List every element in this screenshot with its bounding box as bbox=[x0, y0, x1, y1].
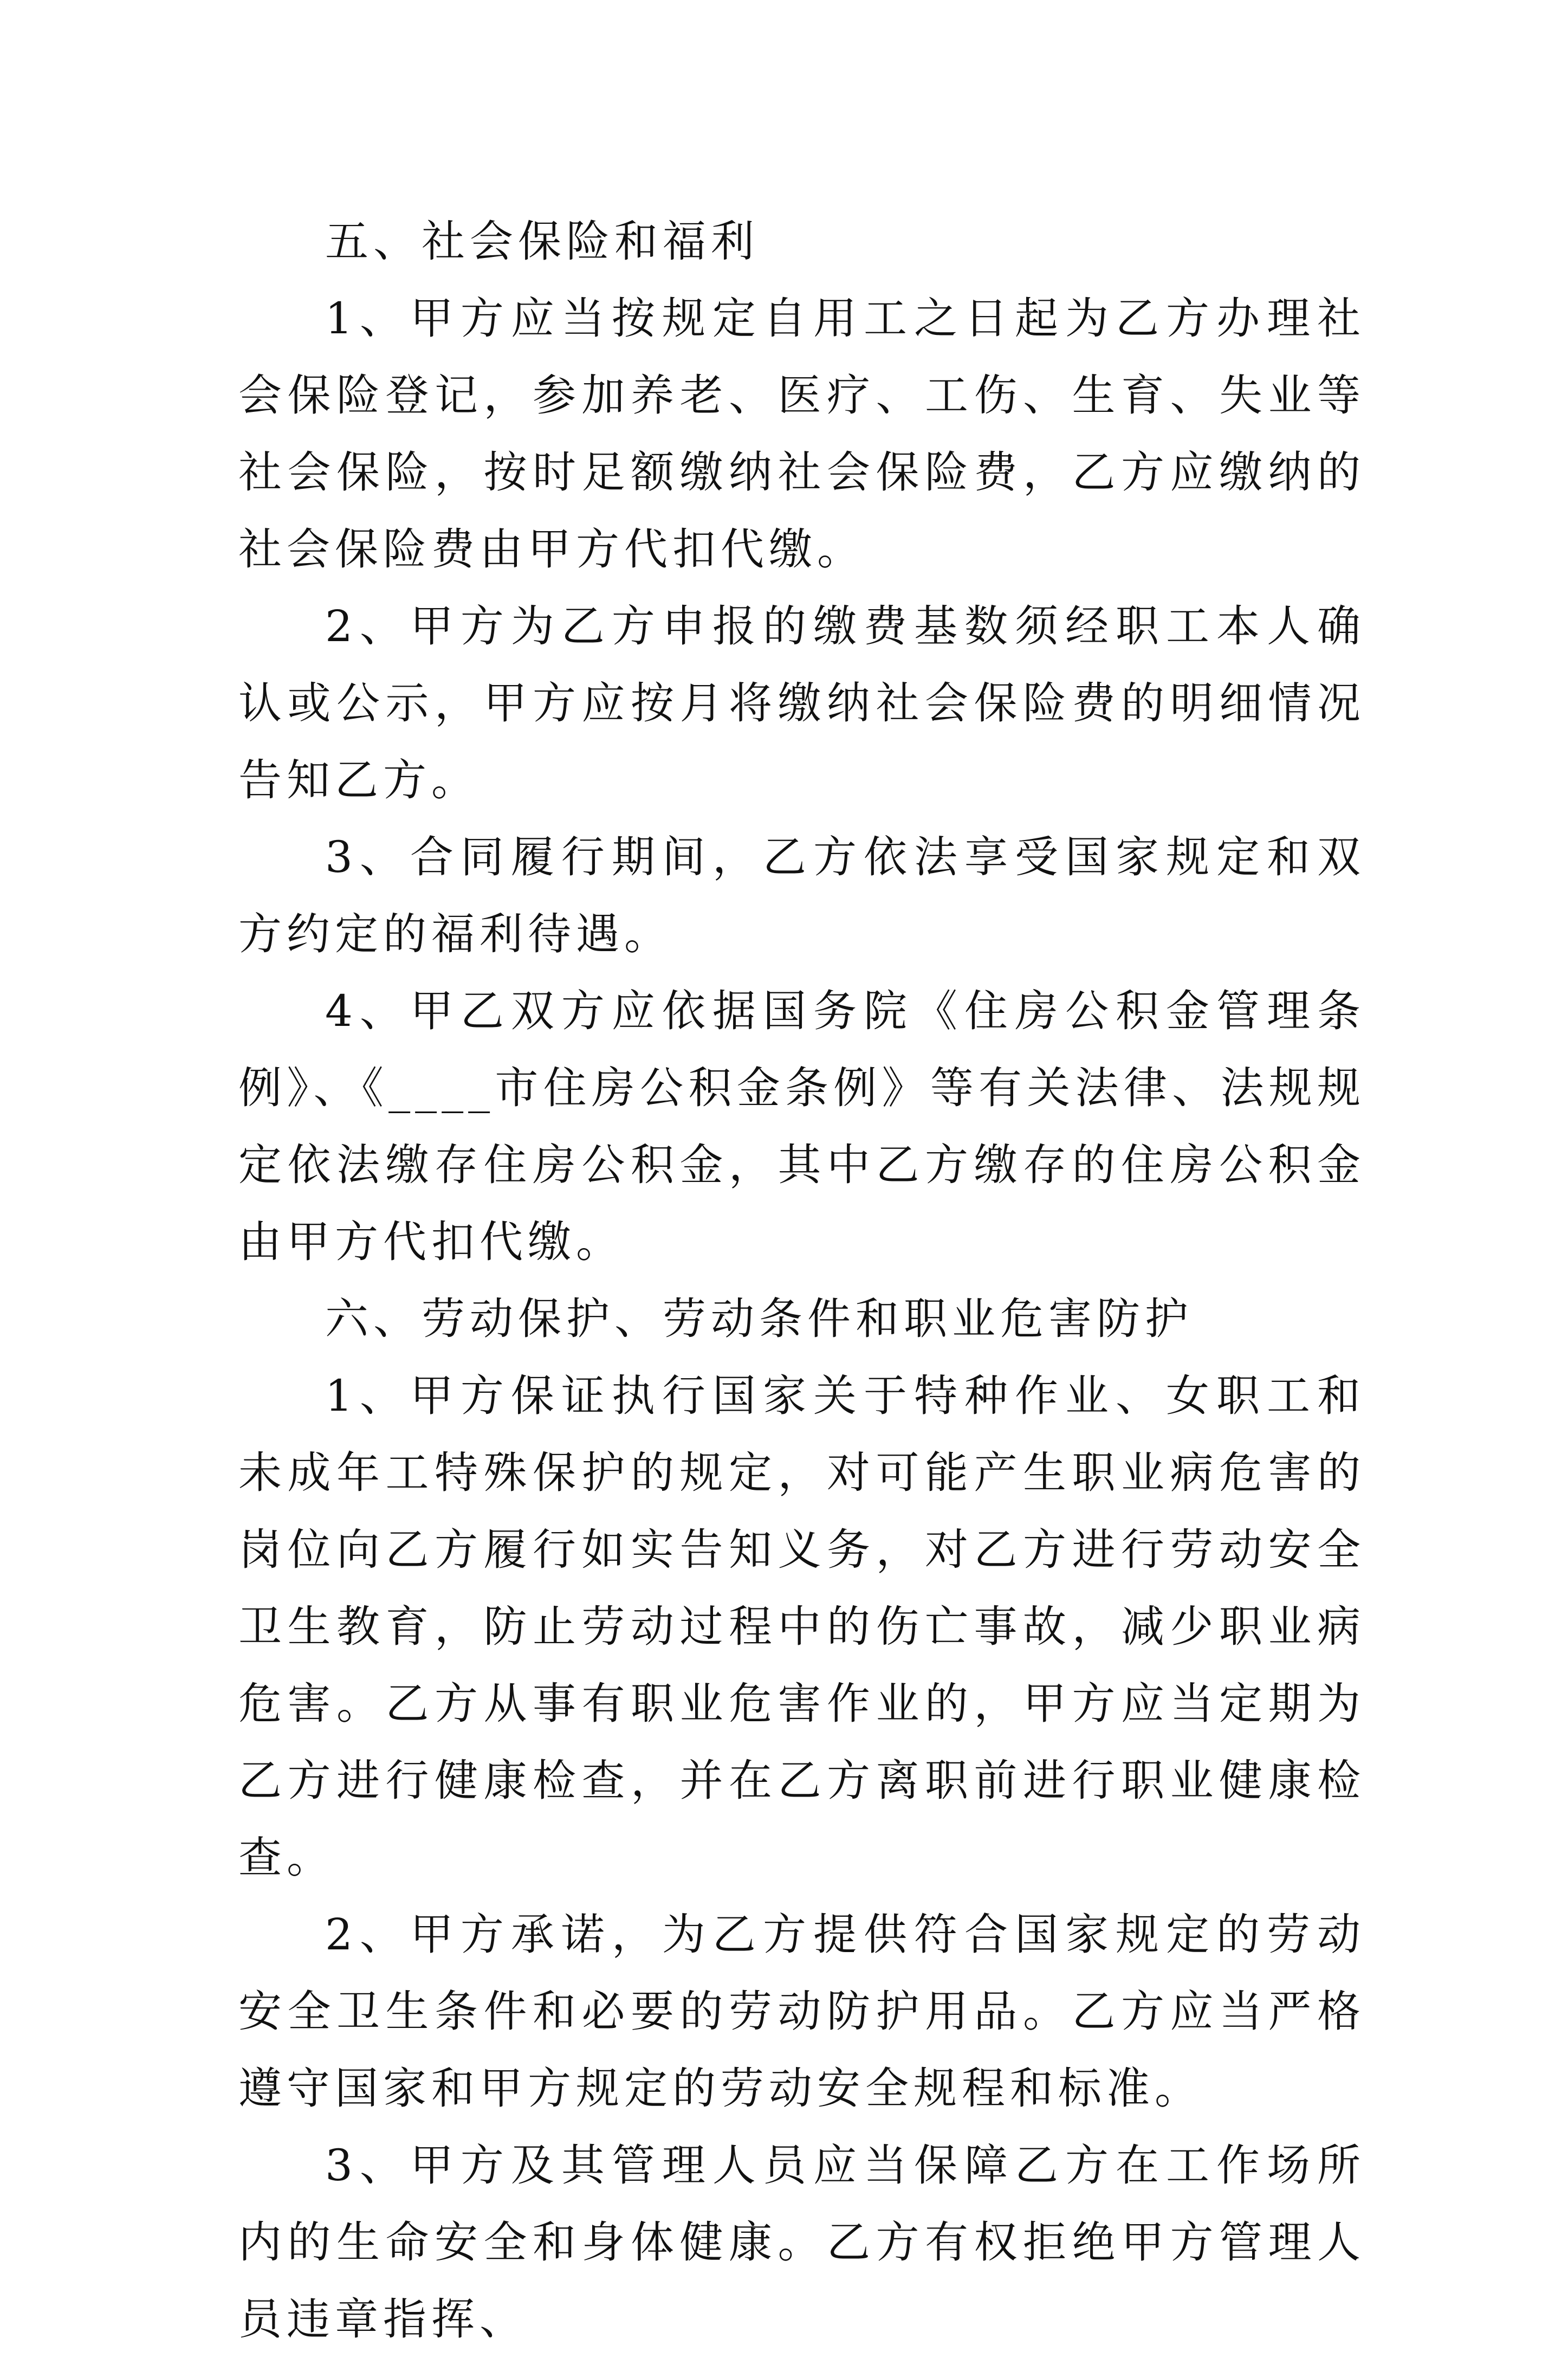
paragraph: 3、甲方及其管理人员应当保障乙方在工作场所内的生命安全和身体健康。乙方有权拒绝甲方管理人员违章指挥、 bbox=[238, 2140, 1365, 2344]
paragraph: 2、甲方为乙方申报的缴费基数须经职工本人确认或公示，甲方应按月将缴纳社会保险费的明细情况告知乙方。 bbox=[238, 601, 1365, 805]
paragraph: 3、合同履行期间，乙方依法享受国家规定和双方约定的福利待遇。 bbox=[238, 832, 1365, 959]
paragraph: 1、甲方应当按规定自用工之日起为乙方办理社会保险登记，参加养老、医疗、工伤、生育、失业等社会保险，按时足额缴纳社会保险费，乙方应缴纳的社会保险费由甲方代扣代缴。 bbox=[238, 293, 1365, 574]
paragraph: 1、甲方保证执行国家关于特种作业、女职工和未成年工特殊保护的规定，对可能产生职业病危害的岗位向乙方履行如实告知义务，对乙方进行劳动安全卫生教育，防止劳动过程中的伤亡事故，减少职业病危害。乙方从事有职业危害作业的，甲方应当定期为乙方进行健康检查，并在乙方离职前进行职业健康检查。 bbox=[238, 1371, 1365, 1883]
paragraph: 4、甲乙双方应依据国务院《住房公积金管理条例》、《____市住房公积金条例》等有关法律、法规规定依法缴存住房公积金，其中乙方缴存的住房公积金由甲方代扣代缴。 bbox=[238, 986, 1365, 1267]
section-heading-labor-protection: 六、劳动保护、劳动条件和职业危害防护 bbox=[325, 1294, 1193, 1344]
section-heading-social-insurance: 五、社会保险和福利 bbox=[325, 216, 759, 267]
paragraph: 2、甲方承诺，为乙方提供符合国家规定的劳动安全卫生条件和必要的劳动防护用品。乙方应当严格遵守国家和甲方规定的劳动安全规程和标准。 bbox=[238, 1909, 1365, 2114]
document-body bbox=[238, 203, 1365, 2358]
